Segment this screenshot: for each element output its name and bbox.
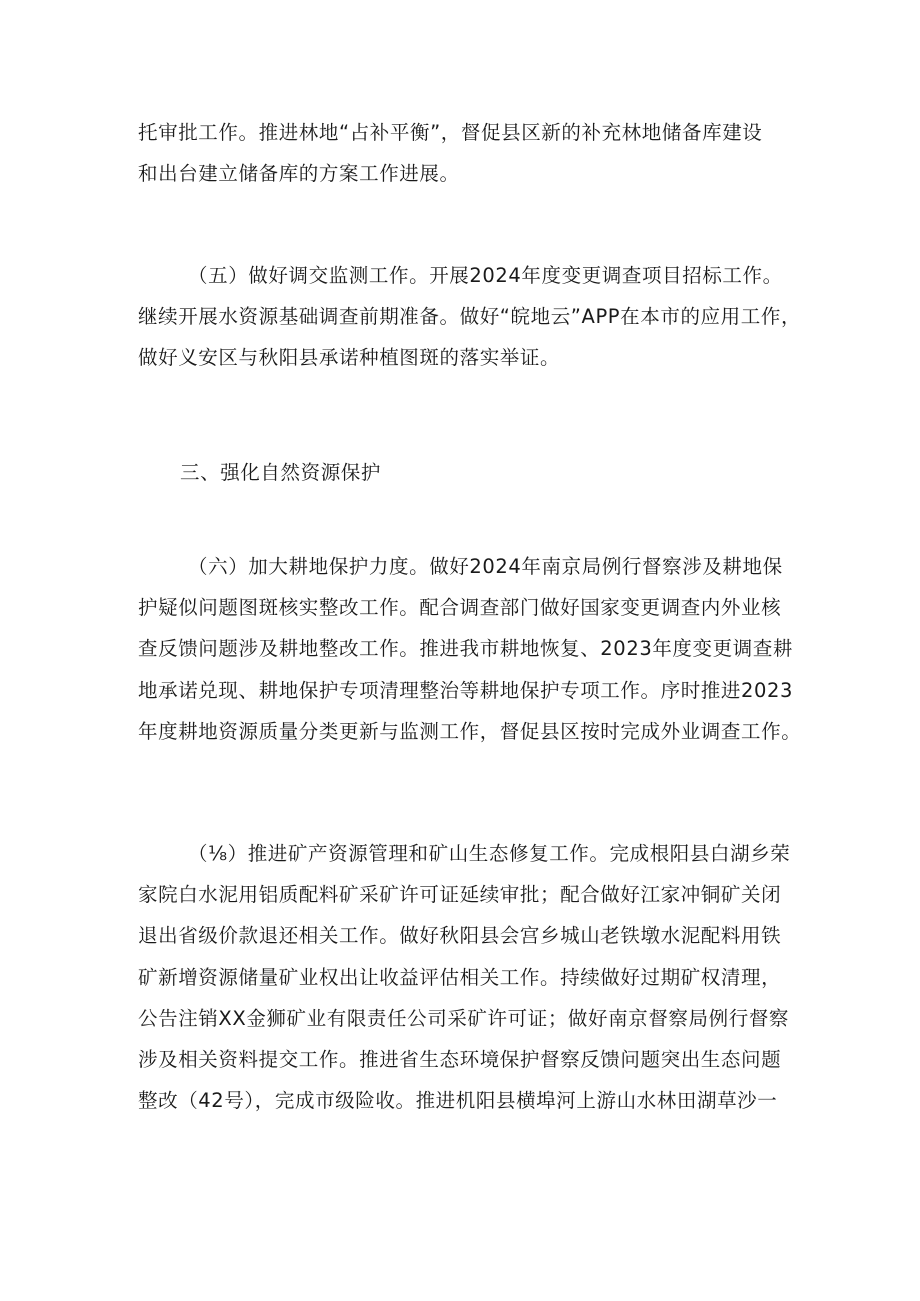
text-line: 涉及相关资料提交工作。推进省生态环境保护督察反馈问题突出生态问题 (138, 1048, 782, 1072)
text-line: 护疑似问题图斑核实整改工作。配合调查部门做好国家变更调查内外业核 (138, 596, 782, 620)
section-heading (138, 452, 798, 493)
paragraph-item-6 (138, 546, 802, 752)
text-line: 公告注销XX金狮矿业有限责任公司采矿许可证；做好南京督察局例行督察 (138, 1006, 790, 1030)
text-line: 做好义安区与秋阳县承诺种植图斑的落实举证。 (138, 346, 561, 370)
paragraph-item-5 (138, 255, 802, 379)
text-line: 地承诺兑现、耕地保护专项清理整治等耕地保护专项工作。序时推进2023 (138, 678, 794, 702)
text-line: 继续开展水资源基础调查前期准备。做好“皖地云”APP在本市的应用工作， (138, 305, 802, 329)
paragraph-item-7 (138, 833, 798, 1121)
text-line: 年度耕地资源质量分类更新与监测工作，督促县区按时完成外业调查工作。 (138, 719, 802, 743)
text-line: 家院白水泥用铝质配料矿采矿许可证延续审批；配合做好江家冲铜矿关闭 (138, 883, 782, 907)
section-title: 三、强化自然资源保护 (180, 461, 382, 484)
text-line: （六）加大耕地保护力度。做好2024年南京局例行督察涉及耕地保 (188, 555, 783, 578)
text-line: （五）做好调交监测工作。开展2024年度变更调查项目招标工作。 (188, 264, 783, 287)
text-line: 托审批工作。推进林地“占补平衡”，督促县区新的补充林地储备库建设 (138, 121, 763, 144)
text-line: 查反馈问题涉及耕地整改工作。推进我市耕地恢复、2023年度变更调查耕 (138, 637, 794, 661)
text-line: （⅛）推进矿产资源管理和矿山生态修复工作。完成根阳县白湖乡荣 (188, 842, 791, 865)
text-line: 和出台建立储备库的方案工作进展。 (138, 162, 460, 186)
paragraph-continuation (138, 112, 798, 194)
text-line: 整改（42号），完成市级险收。推进机阳县横埠河上游山水林田湖草沙一 (138, 1089, 778, 1113)
text-line: 退出省级价款退还相关工作。做好秋阳县会宫乡城山老铁墩水泥配料用铁 (138, 924, 782, 948)
text-line: 矿新增资源储量矿业权出让收益评估相关工作。持续做好过期矿权清理， (138, 965, 782, 989)
